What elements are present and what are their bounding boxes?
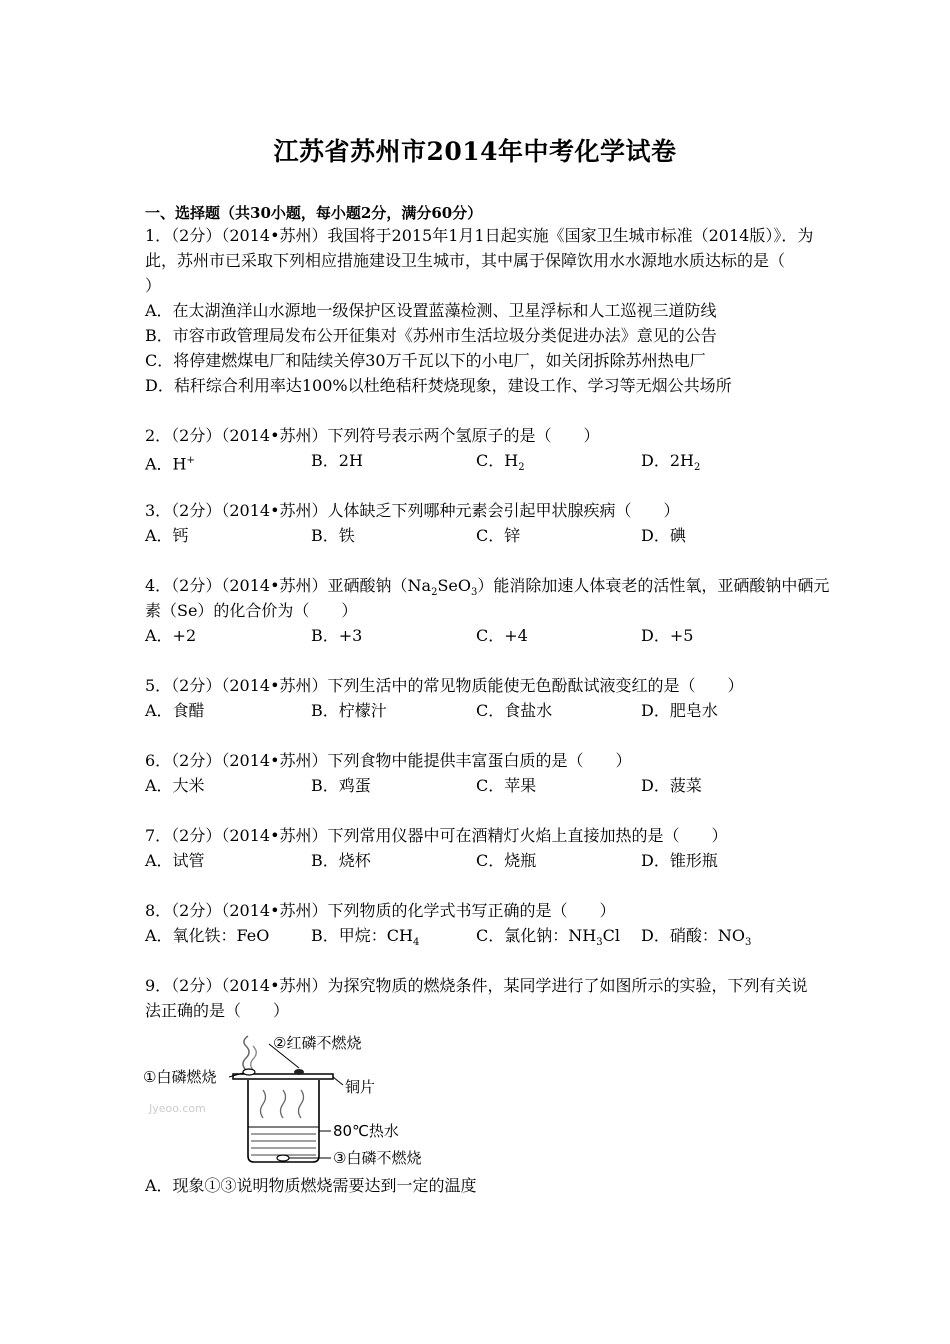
q5-option-b: B．柠檬汁 xyxy=(311,701,387,720)
q8-option-b: B．甲烷：$CH_4$ xyxy=(311,926,420,949)
section-heading: 一、选择题（共30小题，每小题2分，满分60分） xyxy=(145,204,483,222)
q6-stem: 6．（2分）（2014•苏州）下列食物中能提供丰富蛋白质的是（ ） xyxy=(145,751,632,770)
q9-stem-line2: 法正确的是（ ） xyxy=(145,1001,290,1020)
leader-copper xyxy=(333,1077,343,1085)
label-white-phosphorus-burning: ①白磷燃烧 xyxy=(143,1068,217,1086)
q7-stem: 7．（2分）（2014•苏州）下列常用仪器中可在酒精灯火焰上直接加热的是（ ） xyxy=(145,826,728,845)
q1-stem-line3: ） xyxy=(145,276,162,295)
q2-option-d: D．$2H_2$ xyxy=(641,451,701,474)
q1-option-c: C．将停建燃煤电厂和陆续关停30万千瓦以下的小电厂，如关闭拆除苏州热电厂 xyxy=(145,351,706,370)
watermark: Jyeoo.com xyxy=(149,1102,206,1115)
q8-option-a: A．氧化铁：FeO xyxy=(145,926,270,945)
q7-option-a: A．试管 xyxy=(145,851,205,870)
q4-option-c: C．+4 xyxy=(476,626,528,645)
q4-stem-line2: 素（Se）的化合价为（ ） xyxy=(145,601,358,620)
q6-option-d: D．菠菜 xyxy=(641,776,702,795)
q6-option-b: B．鸡蛋 xyxy=(311,776,371,795)
white-phosphorus-on-plate xyxy=(243,1069,255,1075)
q3-option-b: B．铁 xyxy=(311,526,355,545)
q5-option-d: D．肥皂水 xyxy=(641,701,718,720)
q5-option-a: A．食醋 xyxy=(145,701,205,720)
combustion-experiment-figure xyxy=(143,1030,443,1170)
white-phosphorus-in-water xyxy=(277,1155,289,1161)
page-title: 江苏省苏州市2014年中考化学试卷 xyxy=(273,137,677,166)
q9-stem-line1: 9．（2分）（2014•苏州）为探究物质的燃烧条件，某同学进行了如图所示的实验，下列有关说 xyxy=(145,976,808,995)
label-white-phosphorus-underwater: ③白磷不燃烧 xyxy=(333,1149,422,1167)
beaker xyxy=(248,1080,319,1162)
q2-option-c: C．$H_2$ xyxy=(476,451,525,474)
q3-option-a: A．钙 xyxy=(145,526,189,545)
label-hot-water: 80℃热水 xyxy=(333,1122,399,1140)
q9-option-a: A．现象①③说明物质燃烧需要达到一定的温度 xyxy=(145,1176,477,1195)
q5-option-c: C．食盐水 xyxy=(476,701,553,720)
q7-option-d: D．锥形瓶 xyxy=(641,851,718,870)
q8-option-c: C．氯化钠：$NH_3Cl$ xyxy=(476,926,620,949)
label-copper-plate: 铜片 xyxy=(345,1078,376,1096)
q7-option-c: C．烧瓶 xyxy=(476,851,537,870)
q4-stem-line1: 4．（2分）（2014•苏州）亚硒酸钠$(Na_2SeO_3)$能消除加速人体衰老的活性氧，亚硒酸钠中硒元 xyxy=(145,576,830,599)
q2-stem: 2．（2分）（2014•苏州）下列符号表示两个氢原子的是（ ） xyxy=(145,426,600,445)
q1-option-d: D．秸秆综合利用率达100%以杜绝秸秆焚烧现象，建设工作、学习等无烟公共场所 xyxy=(145,376,732,395)
q6-option-c: C．苹果 xyxy=(476,776,537,795)
q4-option-b: B．+3 xyxy=(311,626,363,645)
q5-stem: 5．（2分）（2014•苏州）下列生活中的常见物质能使无色酚酞试液变红的是（ ） xyxy=(145,676,744,695)
q3-stem: 3．（2分）（2014•苏州）人体缺乏下列哪种元素会引起甲状腺疾病（ ） xyxy=(145,501,680,520)
q2-option-a: A．H+ xyxy=(145,454,195,474)
red-phosphorus xyxy=(294,1069,304,1075)
q3-option-c: C．锌 xyxy=(476,526,521,545)
q1-option-a: A．在太湖渔洋山水源地一级保护区设置蓝藻检测、卫星浮标和人工巡视三道防线 xyxy=(145,301,717,320)
label-red-phosphorus: ②红磷不燃烧 xyxy=(273,1034,362,1052)
q8-stem: 8．（2分）（2014•苏州）下列物质的化学式书写正确的是（ ） xyxy=(145,901,616,920)
q1-stem-line1: 1．（2分）（2014•苏州）我国将于2015年1月1日起实施《国家卫生城市标准（2014版）》．为 xyxy=(145,226,814,245)
steam-icon xyxy=(261,1090,266,1118)
smoke-icon-2 xyxy=(251,1046,257,1070)
steam-icon-2 xyxy=(281,1090,286,1118)
q6-option-a: A．大米 xyxy=(145,776,205,795)
q4-option-a: A．+2 xyxy=(145,626,197,645)
q1-option-b: B．市容市政管理局发布公开征集对《苏州市生活垃圾分类促进办法》意见的公告 xyxy=(145,326,717,345)
q8-option-d: D．硝酸：$NO_3$ xyxy=(641,926,752,949)
q1-stem-line2: 此，苏州市已采取下列相应措施建设卫生城市，其中属于保障饮用水水源地水质达标的是（ xyxy=(145,251,786,270)
q2-option-b: B．2H xyxy=(311,451,363,470)
q4-option-d: D．+5 xyxy=(641,626,694,645)
smoke-icon xyxy=(243,1036,249,1070)
q3-option-d: D．碘 xyxy=(641,526,686,545)
steam-icon-3 xyxy=(299,1090,304,1118)
q7-option-b: B．烧杯 xyxy=(311,851,371,870)
